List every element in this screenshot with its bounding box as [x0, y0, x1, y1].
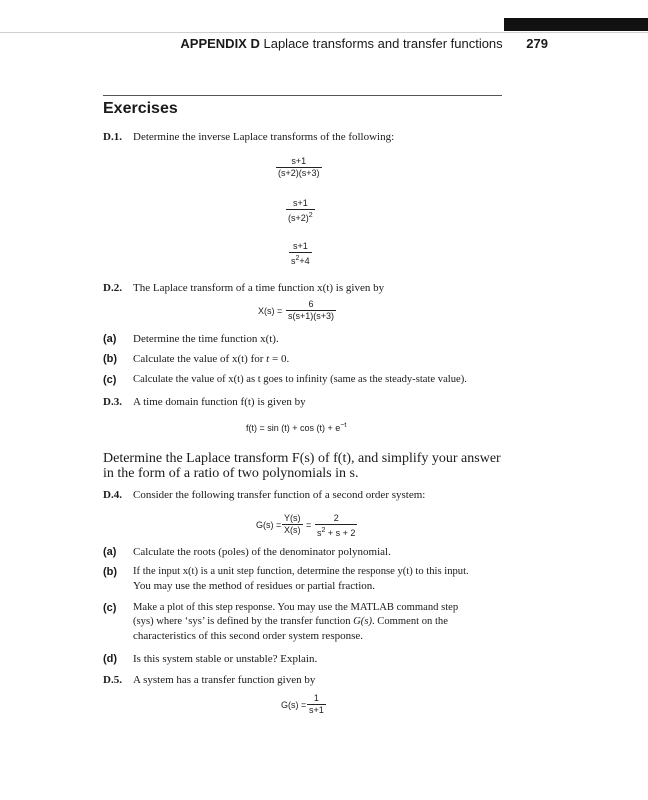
d4-fraction-2: [315, 513, 357, 539]
exercise-d4-text: Consider the following transfer function of a second order system:: [133, 489, 426, 501]
exercise-d2-label: D.2.: [103, 282, 122, 294]
d5-denominator: s+1: [309, 705, 324, 715]
d4-part-c-line-3: characteristics of this second order system response.: [133, 630, 364, 642]
d4-part-c-line-2: (sys) where ‘sys’ is defined by the transfer function G(s). Comment on the: [133, 616, 448, 627]
d1-f3-denominator: $s^2+4$: [291, 255, 310, 266]
section-title: Exercises: [103, 100, 178, 117]
exercise-d3-label: D.3.: [103, 396, 122, 408]
chapter-title: Laplace transforms and transfer functions: [263, 36, 503, 51]
appendix-label: APPENDIX D: [180, 36, 260, 51]
header-bar: [504, 18, 648, 31]
d3-body-line-1: Determine the Laplace transform F(s) of f(t), and simplify your answer: [103, 451, 501, 466]
exercise-d1-label: D.1.: [103, 131, 122, 143]
d4-f1-denominator: X(s): [284, 525, 301, 535]
exercise-d4-label: D.4.: [103, 489, 122, 501]
d2-eq-lhs: X(s) =: [258, 306, 283, 316]
d2-part-c-label: (c): [103, 374, 117, 386]
d1-fraction-3: [289, 241, 312, 267]
d2-part-c-text: Calculate the value of x(t) as t goes to infinity (same as the steady-state value).: [133, 374, 467, 385]
d2-numerator: 6: [308, 299, 314, 309]
d3-body-line-2: in the form of a ratio of two polynomials in s.: [103, 466, 359, 481]
d4-eq-lhs: G(s) =: [256, 520, 282, 530]
d3-exponent: −t: [340, 422, 347, 429]
d4-part-b-line-2: You may use the method of residues or partial fraction.: [133, 580, 376, 592]
d1-f2-numerator: s+1: [292, 198, 308, 208]
d4-f1-numerator: Y(s): [284, 513, 301, 523]
d5-eq-lhs: G(s) =: [281, 700, 307, 710]
exercise-d3-text: A time domain function f(t) is given by: [133, 396, 306, 408]
d1-f3-numerator: s+1: [292, 241, 308, 251]
d1-f1-numerator: s+1: [291, 156, 307, 166]
d5-numerator: 1: [313, 693, 319, 703]
d2-part-b-label: (b): [103, 353, 118, 365]
d4-part-c-line-1: Make a plot of this step response. You may use the MATLAB command step: [133, 602, 459, 613]
d2-part-a-text: Determine the time function x(t).: [133, 333, 279, 345]
d4-part-d-text: Is this system stable or unstable? Explain.: [133, 653, 318, 665]
d4-part-d-label: (d): [103, 653, 118, 665]
exercise-d5-label: D.5.: [103, 674, 122, 686]
d2-denominator: s(s+1)(s+3): [288, 311, 335, 321]
d4-fraction-1: [282, 513, 303, 536]
running-head: [0, 36, 548, 51]
d1-fraction-2: [286, 198, 315, 224]
header-rule: [0, 32, 648, 33]
d4-part-b-label: (b): [103, 566, 118, 578]
d4-eq-equals: =: [306, 520, 312, 530]
d1-f2-denominator: $(s+2)^2$: [288, 212, 313, 223]
d3-equation: $f(t) = \sin (t) + \cos (t) + e^{-t}$: [246, 422, 347, 433]
exercise-d5-text: A system has a transfer function given by: [133, 674, 316, 686]
d4-part-a-label: (a): [103, 546, 117, 558]
d4-f2-denominator: $s^2 + s + 2$: [317, 527, 356, 538]
d1-f2-exponent: 2: [308, 212, 313, 219]
d5-fraction: [307, 693, 326, 716]
page-number: 279: [526, 36, 548, 51]
d2-part-a-label: (a): [103, 333, 117, 345]
section-rule: [103, 95, 502, 96]
d2-part-b-text: Calculate the value of x(t) for t = 0.: [133, 353, 290, 365]
d4-f2-numerator: 2: [333, 513, 339, 523]
d2-fraction: [286, 299, 336, 322]
exercise-d2-text: The Laplace transform of a time function x(t) is given by: [133, 282, 385, 294]
exercise-d1-text: Determine the inverse Laplace transforms of the following:: [133, 131, 395, 143]
d1-f1-denominator: (s+2)(s+3): [278, 168, 320, 178]
d4-part-b-line-1: If the input x(t) is a unit step function, determine the response y(t) to this input.: [133, 566, 469, 577]
d4-part-c-label: (c): [103, 602, 117, 614]
d4-part-a-text: Calculate the roots (poles) of the denominator polynomial.: [133, 546, 391, 558]
d1-fraction-1: [276, 156, 322, 179]
